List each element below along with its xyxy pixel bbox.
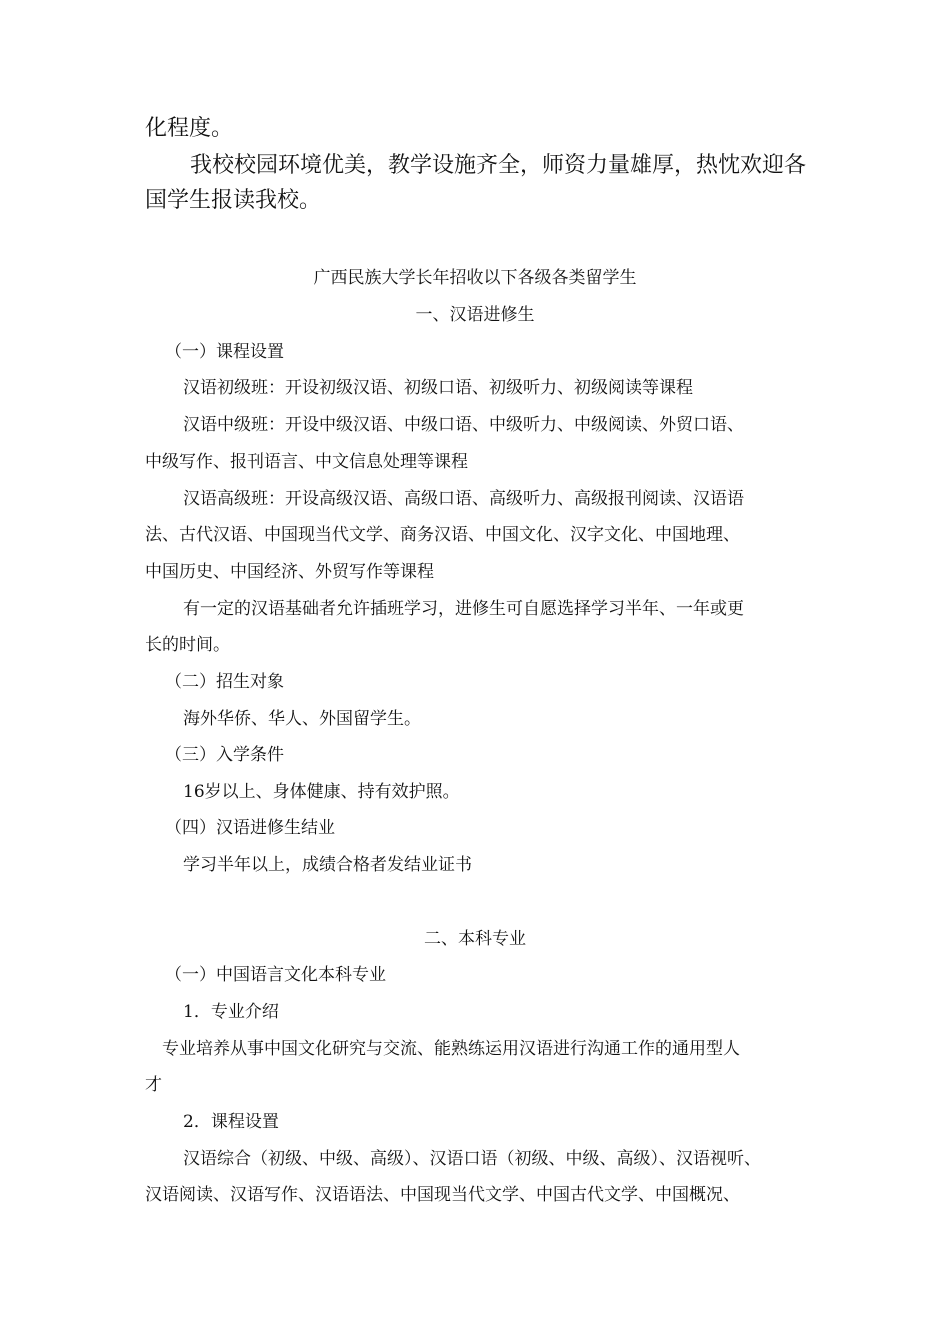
body-line: 学习半年以上，成绩合格者发结业证书	[183, 855, 472, 875]
body-line: 汉语高级班：开设高级汉语、高级口语、高级听力、高级报刊阅读、汉语语	[183, 489, 744, 509]
section-title: 二、本科专业	[424, 929, 526, 949]
section-title: 一、汉语进修生	[415, 305, 535, 325]
body-line: 汉语初级班：开设初级汉语、初级口语、初级听力、初级阅读等课程	[183, 378, 693, 398]
body-line: 汉语中级班：开设中级汉语、中级口语、中级听力、中级阅读、外贸口语、	[183, 415, 744, 435]
body-line: 才	[145, 1075, 162, 1095]
body-line: 专业培养从事中国文化研究与交流、能熟练运用汉语进行沟通工作的通用型人	[162, 1039, 740, 1059]
subsection-heading: （一）中国语言文化本科专业	[165, 965, 386, 985]
body-line: 海外华侨、华人、外国留学生。	[183, 709, 421, 729]
main-title: 广西民族大学长年招收以下各级各类留学生	[313, 268, 637, 288]
subsection-heading: （一）课程设置	[165, 342, 284, 362]
body-line: 法、古代汉语、中国现当代文学、商务汉语、中国文化、汉字文化、中国地理、	[145, 525, 740, 545]
body-line: 汉语综合（初级、中级、高级）、汉语口语（初级、中级、高级）、汉语视听、	[183, 1149, 761, 1169]
subsection-heading: （三）入学条件	[165, 745, 284, 765]
item-heading: 2．课程设置	[183, 1112, 279, 1132]
body-line: 有一定的汉语基础者允许插班学习，进修生可自愿选择学习半年、一年或更	[183, 599, 744, 619]
body-line: 中级写作、报刊语言、中文信息处理等课程	[145, 452, 468, 472]
body-line: 汉语阅读、汉语写作、汉语语法、中国现当代文学、中国古代文学、中国概况、	[145, 1185, 740, 1205]
body-line: 长的时间。	[145, 635, 230, 655]
item-heading: 1．专业介绍	[183, 1002, 279, 1022]
subsection-heading: （四）汉语进修生结业	[165, 818, 335, 838]
intro-line: 国学生报读我校。	[145, 188, 322, 213]
body-line: 中国历史、中国经济、外贸写作等课程	[145, 562, 434, 582]
intro-line: 我校校园环境优美，教学设施齐全，师资力量雄厚，热忱欢迎各	[190, 153, 807, 178]
body-line: 16岁以上、身体健康、持有效护照。	[183, 782, 460, 802]
intro-line: 化程度。	[145, 116, 234, 141]
subsection-heading: （二）招生对象	[165, 672, 284, 692]
